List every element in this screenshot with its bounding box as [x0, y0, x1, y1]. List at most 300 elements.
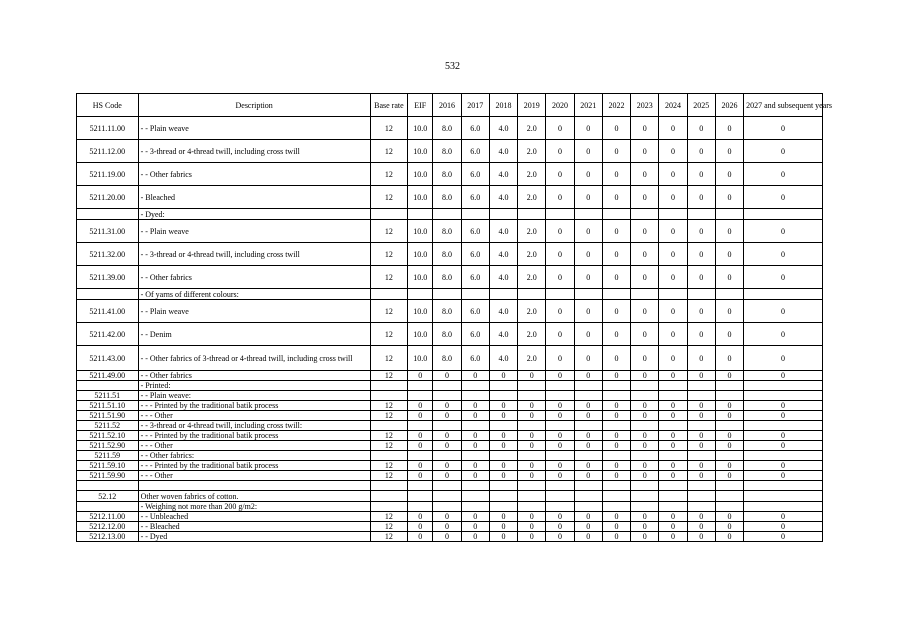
description-cell: - - Other fabrics — [138, 163, 370, 186]
rate-cell: 0 — [631, 441, 659, 451]
rate-cell: 0 — [602, 371, 630, 381]
rate-cell: 0 — [659, 411, 687, 421]
description-cell: - - 3-thread or 4-thread twill, including cross twill — [138, 140, 370, 163]
rate-cell — [602, 481, 630, 491]
column-header: 2017 — [461, 94, 489, 117]
rate-cell: 0 — [687, 371, 715, 381]
rate-cell: 0 — [744, 431, 823, 441]
rate-cell — [744, 502, 823, 512]
rate-cell — [433, 451, 461, 461]
rate-cell — [744, 481, 823, 491]
rate-cell: 12 — [370, 140, 407, 163]
description-cell: - - Other fabrics — [138, 266, 370, 289]
rate-cell: 0 — [602, 461, 630, 471]
rate-cell: 0 — [546, 441, 574, 451]
rate-cell — [602, 421, 630, 431]
rate-cell — [408, 209, 433, 220]
rate-cell: 0 — [546, 140, 574, 163]
rate-cell: 0 — [518, 512, 546, 522]
rate-cell: 0 — [659, 532, 687, 542]
hs-code-cell — [77, 209, 139, 220]
rate-cell — [370, 451, 407, 461]
rate-cell — [489, 491, 517, 502]
rate-cell: 0 — [546, 220, 574, 243]
rate-cell: 0 — [546, 243, 574, 266]
rate-cell: 0 — [489, 411, 517, 421]
rate-cell: 0 — [602, 401, 630, 411]
rate-cell: 4.0 — [489, 346, 517, 371]
rate-cell: 0 — [602, 323, 630, 346]
rate-cell — [687, 481, 715, 491]
rate-cell: 10.0 — [408, 266, 433, 289]
rate-cell: 0 — [659, 163, 687, 186]
rate-cell: 0 — [744, 371, 823, 381]
rate-cell — [546, 481, 574, 491]
table-row — [77, 421, 823, 431]
rate-cell: 0 — [687, 522, 715, 532]
rate-cell — [659, 289, 687, 300]
hs-code-cell: 5211.51.90 — [77, 411, 139, 421]
rate-cell — [518, 289, 546, 300]
rate-cell — [433, 421, 461, 431]
rate-cell: 0 — [687, 220, 715, 243]
rate-cell — [461, 209, 489, 220]
rate-cell — [461, 502, 489, 512]
rate-cell: 0 — [744, 441, 823, 451]
table-row — [77, 451, 823, 461]
rate-cell: 0 — [631, 186, 659, 209]
rate-cell: 6.0 — [461, 117, 489, 140]
rate-cell: 0 — [631, 163, 659, 186]
rate-cell — [408, 502, 433, 512]
rate-cell: 4.0 — [489, 323, 517, 346]
rate-cell: 8.0 — [433, 243, 461, 266]
rate-cell: 0 — [461, 401, 489, 411]
rate-cell: 0 — [659, 441, 687, 451]
rate-cell: 8.0 — [433, 186, 461, 209]
table-row — [77, 163, 823, 186]
rate-cell: 0 — [659, 346, 687, 371]
rate-cell: 6.0 — [461, 220, 489, 243]
rate-cell: 0 — [461, 371, 489, 381]
rate-cell — [461, 391, 489, 401]
table-row — [77, 371, 823, 381]
rate-cell: 4.0 — [489, 300, 517, 323]
rate-cell: 0 — [574, 441, 602, 451]
rate-cell: 0 — [687, 532, 715, 542]
rate-cell: 10.0 — [408, 300, 433, 323]
description-cell: - Weighing not more than 200 g/m2: — [138, 502, 370, 512]
rate-cell — [574, 481, 602, 491]
hs-code-cell: 5211.31.00 — [77, 220, 139, 243]
rate-cell: 0 — [659, 461, 687, 471]
rate-cell — [461, 451, 489, 461]
rate-cell: 0 — [546, 512, 574, 522]
rate-cell: 0 — [687, 401, 715, 411]
rate-cell: 0 — [687, 323, 715, 346]
rate-cell — [687, 491, 715, 502]
rate-cell: 0 — [602, 117, 630, 140]
rate-cell: 0 — [574, 471, 602, 481]
rate-cell — [659, 209, 687, 220]
description-cell: - - Bleached — [138, 522, 370, 532]
rate-cell: 0 — [687, 411, 715, 421]
rate-cell — [461, 491, 489, 502]
rate-cell: 0 — [715, 411, 743, 421]
rate-cell: 0 — [715, 431, 743, 441]
rate-cell: 8.0 — [433, 117, 461, 140]
rate-cell: 0 — [574, 300, 602, 323]
page-number: 532 — [445, 61, 460, 72]
rate-cell — [433, 491, 461, 502]
rate-cell — [715, 209, 743, 220]
rate-cell: 0 — [715, 163, 743, 186]
rate-cell: 6.0 — [461, 346, 489, 371]
rate-cell — [433, 481, 461, 491]
rate-cell: 8.0 — [433, 323, 461, 346]
rate-cell: 0 — [574, 220, 602, 243]
rate-cell: 0 — [518, 401, 546, 411]
rate-cell: 0 — [715, 461, 743, 471]
description-cell: - - - Other — [138, 471, 370, 481]
rate-cell: 0 — [408, 512, 433, 522]
rate-cell: 0 — [433, 532, 461, 542]
rate-cell: 0 — [631, 140, 659, 163]
column-header: 2022 — [602, 94, 630, 117]
rate-cell: 0 — [631, 371, 659, 381]
rate-cell — [602, 209, 630, 220]
description-cell: - - Plain weave: — [138, 391, 370, 401]
table-row — [77, 323, 823, 346]
rate-cell — [715, 289, 743, 300]
description-cell — [138, 481, 370, 491]
rate-cell — [370, 421, 407, 431]
rate-cell: 10.0 — [408, 117, 433, 140]
rate-cell — [602, 391, 630, 401]
rate-cell — [574, 451, 602, 461]
rate-cell: 0 — [715, 140, 743, 163]
table-row — [77, 289, 823, 300]
rate-cell: 0 — [546, 266, 574, 289]
rate-cell: 0 — [602, 220, 630, 243]
rate-cell — [489, 209, 517, 220]
rate-cell: 0 — [574, 186, 602, 209]
rate-cell — [715, 381, 743, 391]
hs-code-cell: 5211.39.00 — [77, 266, 139, 289]
rate-cell: 0 — [715, 401, 743, 411]
rate-cell: 0 — [715, 512, 743, 522]
hs-code-cell: 5211.11.00 — [77, 117, 139, 140]
rate-cell: 0 — [744, 186, 823, 209]
rate-cell: 0 — [659, 512, 687, 522]
rate-cell: 0 — [687, 266, 715, 289]
rate-cell: 0 — [687, 186, 715, 209]
rate-cell: 12 — [370, 243, 407, 266]
rate-cell — [715, 491, 743, 502]
rate-cell: 0 — [602, 441, 630, 451]
rate-cell: 0 — [574, 371, 602, 381]
rate-cell — [370, 209, 407, 220]
rate-cell — [631, 381, 659, 391]
rate-cell: 0 — [631, 117, 659, 140]
rate-cell — [461, 289, 489, 300]
table-row — [77, 461, 823, 471]
rate-cell — [602, 451, 630, 461]
rate-cell: 0 — [461, 441, 489, 451]
rate-cell: 0 — [489, 461, 517, 471]
rate-cell — [370, 502, 407, 512]
rate-cell: 0 — [659, 243, 687, 266]
rate-cell: 0 — [546, 300, 574, 323]
hs-code-cell: 52.12 — [77, 491, 139, 502]
hs-code-cell: 5211.52 — [77, 421, 139, 431]
rate-cell — [461, 481, 489, 491]
rate-cell: 0 — [546, 532, 574, 542]
description-cell: - - - Other — [138, 411, 370, 421]
rate-cell: 0 — [687, 512, 715, 522]
rate-cell: 0 — [518, 471, 546, 481]
table-row — [77, 411, 823, 421]
rate-cell: 0 — [602, 532, 630, 542]
header-row — [77, 94, 823, 117]
rate-cell: 4.0 — [489, 266, 517, 289]
rate-cell: 0 — [687, 117, 715, 140]
table-body — [77, 117, 823, 542]
rate-cell — [489, 381, 517, 391]
hs-code-cell: 5211.43.00 — [77, 346, 139, 371]
hs-code-cell: 5212.13.00 — [77, 532, 139, 542]
rate-cell — [744, 381, 823, 391]
column-header: 2027 and subsequent years — [744, 94, 823, 117]
rate-cell: 4.0 — [489, 220, 517, 243]
rate-cell: 0 — [631, 401, 659, 411]
rate-cell: 0 — [546, 163, 574, 186]
rate-cell: 0 — [489, 431, 517, 441]
description-cell: - - Unbleached — [138, 512, 370, 522]
rate-cell: 0 — [518, 522, 546, 532]
rate-cell — [631, 491, 659, 502]
rate-cell: 0 — [744, 323, 823, 346]
rate-cell — [408, 381, 433, 391]
rate-cell: 2.0 — [518, 163, 546, 186]
column-header: 2025 — [687, 94, 715, 117]
description-cell: - - Other fabrics — [138, 371, 370, 381]
rate-cell — [546, 502, 574, 512]
rate-cell: 12 — [370, 431, 407, 441]
rate-cell: 12 — [370, 300, 407, 323]
rate-cell: 12 — [370, 117, 407, 140]
rate-cell: 6.0 — [461, 300, 489, 323]
description-cell: - - Other fabrics of 3-thread or 4-thread twill, including cross twill — [138, 346, 370, 371]
rate-cell: 0 — [715, 243, 743, 266]
rate-cell — [715, 481, 743, 491]
rate-cell: 0 — [489, 401, 517, 411]
column-header: 2019 — [518, 94, 546, 117]
rate-cell — [489, 289, 517, 300]
rate-cell: 4.0 — [489, 186, 517, 209]
table-row — [77, 481, 823, 491]
rate-cell — [433, 289, 461, 300]
rate-cell — [715, 451, 743, 461]
rate-cell — [574, 381, 602, 391]
rate-cell — [631, 421, 659, 431]
rate-cell — [659, 381, 687, 391]
rate-cell — [659, 481, 687, 491]
rate-cell — [687, 209, 715, 220]
rate-cell — [744, 491, 823, 502]
rate-cell — [659, 491, 687, 502]
rate-cell: 6.0 — [461, 323, 489, 346]
hs-code-cell: 5212.11.00 — [77, 512, 139, 522]
rate-cell: 0 — [574, 323, 602, 346]
rate-cell: 0 — [631, 266, 659, 289]
rate-cell: 4.0 — [489, 117, 517, 140]
rate-cell: 0 — [715, 522, 743, 532]
description-cell: - Dyed: — [138, 209, 370, 220]
rate-cell — [715, 502, 743, 512]
column-header: Description — [138, 94, 370, 117]
rate-cell: 0 — [602, 300, 630, 323]
rate-cell — [433, 391, 461, 401]
rate-cell: 0 — [631, 512, 659, 522]
hs-code-cell: 5211.52.10 — [77, 431, 139, 441]
column-header: 2021 — [574, 94, 602, 117]
rate-cell: 0 — [546, 522, 574, 532]
rate-cell: 0 — [659, 401, 687, 411]
rate-cell — [489, 502, 517, 512]
hs-code-cell: 5211.42.00 — [77, 323, 139, 346]
rate-cell: 0 — [602, 243, 630, 266]
rate-cell — [546, 289, 574, 300]
rate-cell: 0 — [574, 522, 602, 532]
rate-cell — [659, 502, 687, 512]
rate-cell: 0 — [659, 140, 687, 163]
rate-cell: 4.0 — [489, 243, 517, 266]
rate-cell — [687, 391, 715, 401]
rate-cell: 2.0 — [518, 117, 546, 140]
hs-code-cell: 5211.41.00 — [77, 300, 139, 323]
rate-cell — [489, 451, 517, 461]
rate-cell — [687, 289, 715, 300]
rate-cell: 0 — [631, 300, 659, 323]
rate-cell: 0 — [546, 371, 574, 381]
rate-cell — [518, 421, 546, 431]
rate-cell: 0 — [687, 461, 715, 471]
rate-cell: 2.0 — [518, 323, 546, 346]
rate-cell: 12 — [370, 461, 407, 471]
rate-cell: 10.0 — [408, 243, 433, 266]
rate-cell: 0 — [489, 512, 517, 522]
rate-cell — [602, 491, 630, 502]
description-cell: Other woven fabrics of cotton. — [138, 491, 370, 502]
rate-cell: 0 — [744, 117, 823, 140]
column-header: 2018 — [489, 94, 517, 117]
rate-cell: 0 — [631, 243, 659, 266]
column-header: 2020 — [546, 94, 574, 117]
rate-cell: 0 — [518, 532, 546, 542]
rate-cell: 0 — [687, 346, 715, 371]
rate-cell — [687, 381, 715, 391]
rate-cell — [602, 289, 630, 300]
rate-cell: 0 — [602, 186, 630, 209]
rate-cell: 0 — [602, 140, 630, 163]
rate-cell — [659, 451, 687, 461]
hs-code-cell — [77, 289, 139, 300]
rate-cell: 0 — [659, 186, 687, 209]
table-row — [77, 532, 823, 542]
rate-cell: 0 — [574, 461, 602, 471]
column-header: Base rate — [370, 94, 407, 117]
rate-cell: 0 — [715, 186, 743, 209]
rate-cell: 0 — [602, 266, 630, 289]
rate-cell: 12 — [370, 266, 407, 289]
hs-code-cell — [77, 502, 139, 512]
rate-cell: 0 — [546, 471, 574, 481]
rate-cell — [461, 421, 489, 431]
rate-cell — [370, 481, 407, 491]
rate-cell: 0 — [659, 371, 687, 381]
rate-cell: 0 — [433, 522, 461, 532]
description-cell: - - - Other — [138, 441, 370, 451]
hs-code-cell — [77, 381, 139, 391]
rate-cell: 12 — [370, 512, 407, 522]
rate-cell: 0 — [433, 461, 461, 471]
rate-cell — [574, 491, 602, 502]
rate-cell: 0 — [461, 431, 489, 441]
description-cell: - Printed: — [138, 381, 370, 391]
table-row — [77, 140, 823, 163]
rate-cell: 0 — [518, 411, 546, 421]
rate-cell: 0 — [546, 346, 574, 371]
rate-cell: 0 — [715, 441, 743, 451]
rate-cell — [744, 391, 823, 401]
rate-cell: 10.0 — [408, 346, 433, 371]
rate-cell: 0 — [715, 220, 743, 243]
rate-cell: 0 — [546, 186, 574, 209]
rate-cell — [370, 381, 407, 391]
rate-cell: 0 — [744, 461, 823, 471]
rate-cell: 0 — [489, 532, 517, 542]
rate-cell: 0 — [659, 220, 687, 243]
rate-cell: 0 — [715, 266, 743, 289]
table-row — [77, 502, 823, 512]
rate-cell — [744, 451, 823, 461]
column-header: 2016 — [433, 94, 461, 117]
rate-cell: 0 — [631, 522, 659, 532]
rate-cell: 0 — [744, 401, 823, 411]
rate-cell: 6.0 — [461, 186, 489, 209]
rate-cell: 0 — [461, 471, 489, 481]
rate-cell: 0 — [602, 522, 630, 532]
rate-cell — [631, 209, 659, 220]
rate-cell: 12 — [370, 401, 407, 411]
description-cell: - - Dyed — [138, 532, 370, 542]
rate-cell: 12 — [370, 471, 407, 481]
rate-cell: 10.0 — [408, 163, 433, 186]
rate-cell — [574, 421, 602, 431]
rate-cell: 0 — [715, 371, 743, 381]
column-header: 2026 — [715, 94, 743, 117]
rate-cell: 0 — [659, 323, 687, 346]
rate-cell: 0 — [744, 471, 823, 481]
column-header: EIF — [408, 94, 433, 117]
rate-cell: 0 — [631, 461, 659, 471]
rate-cell: 12 — [370, 371, 407, 381]
rate-cell — [518, 451, 546, 461]
rate-cell — [546, 451, 574, 461]
rate-cell — [602, 502, 630, 512]
rate-cell: 0 — [574, 243, 602, 266]
